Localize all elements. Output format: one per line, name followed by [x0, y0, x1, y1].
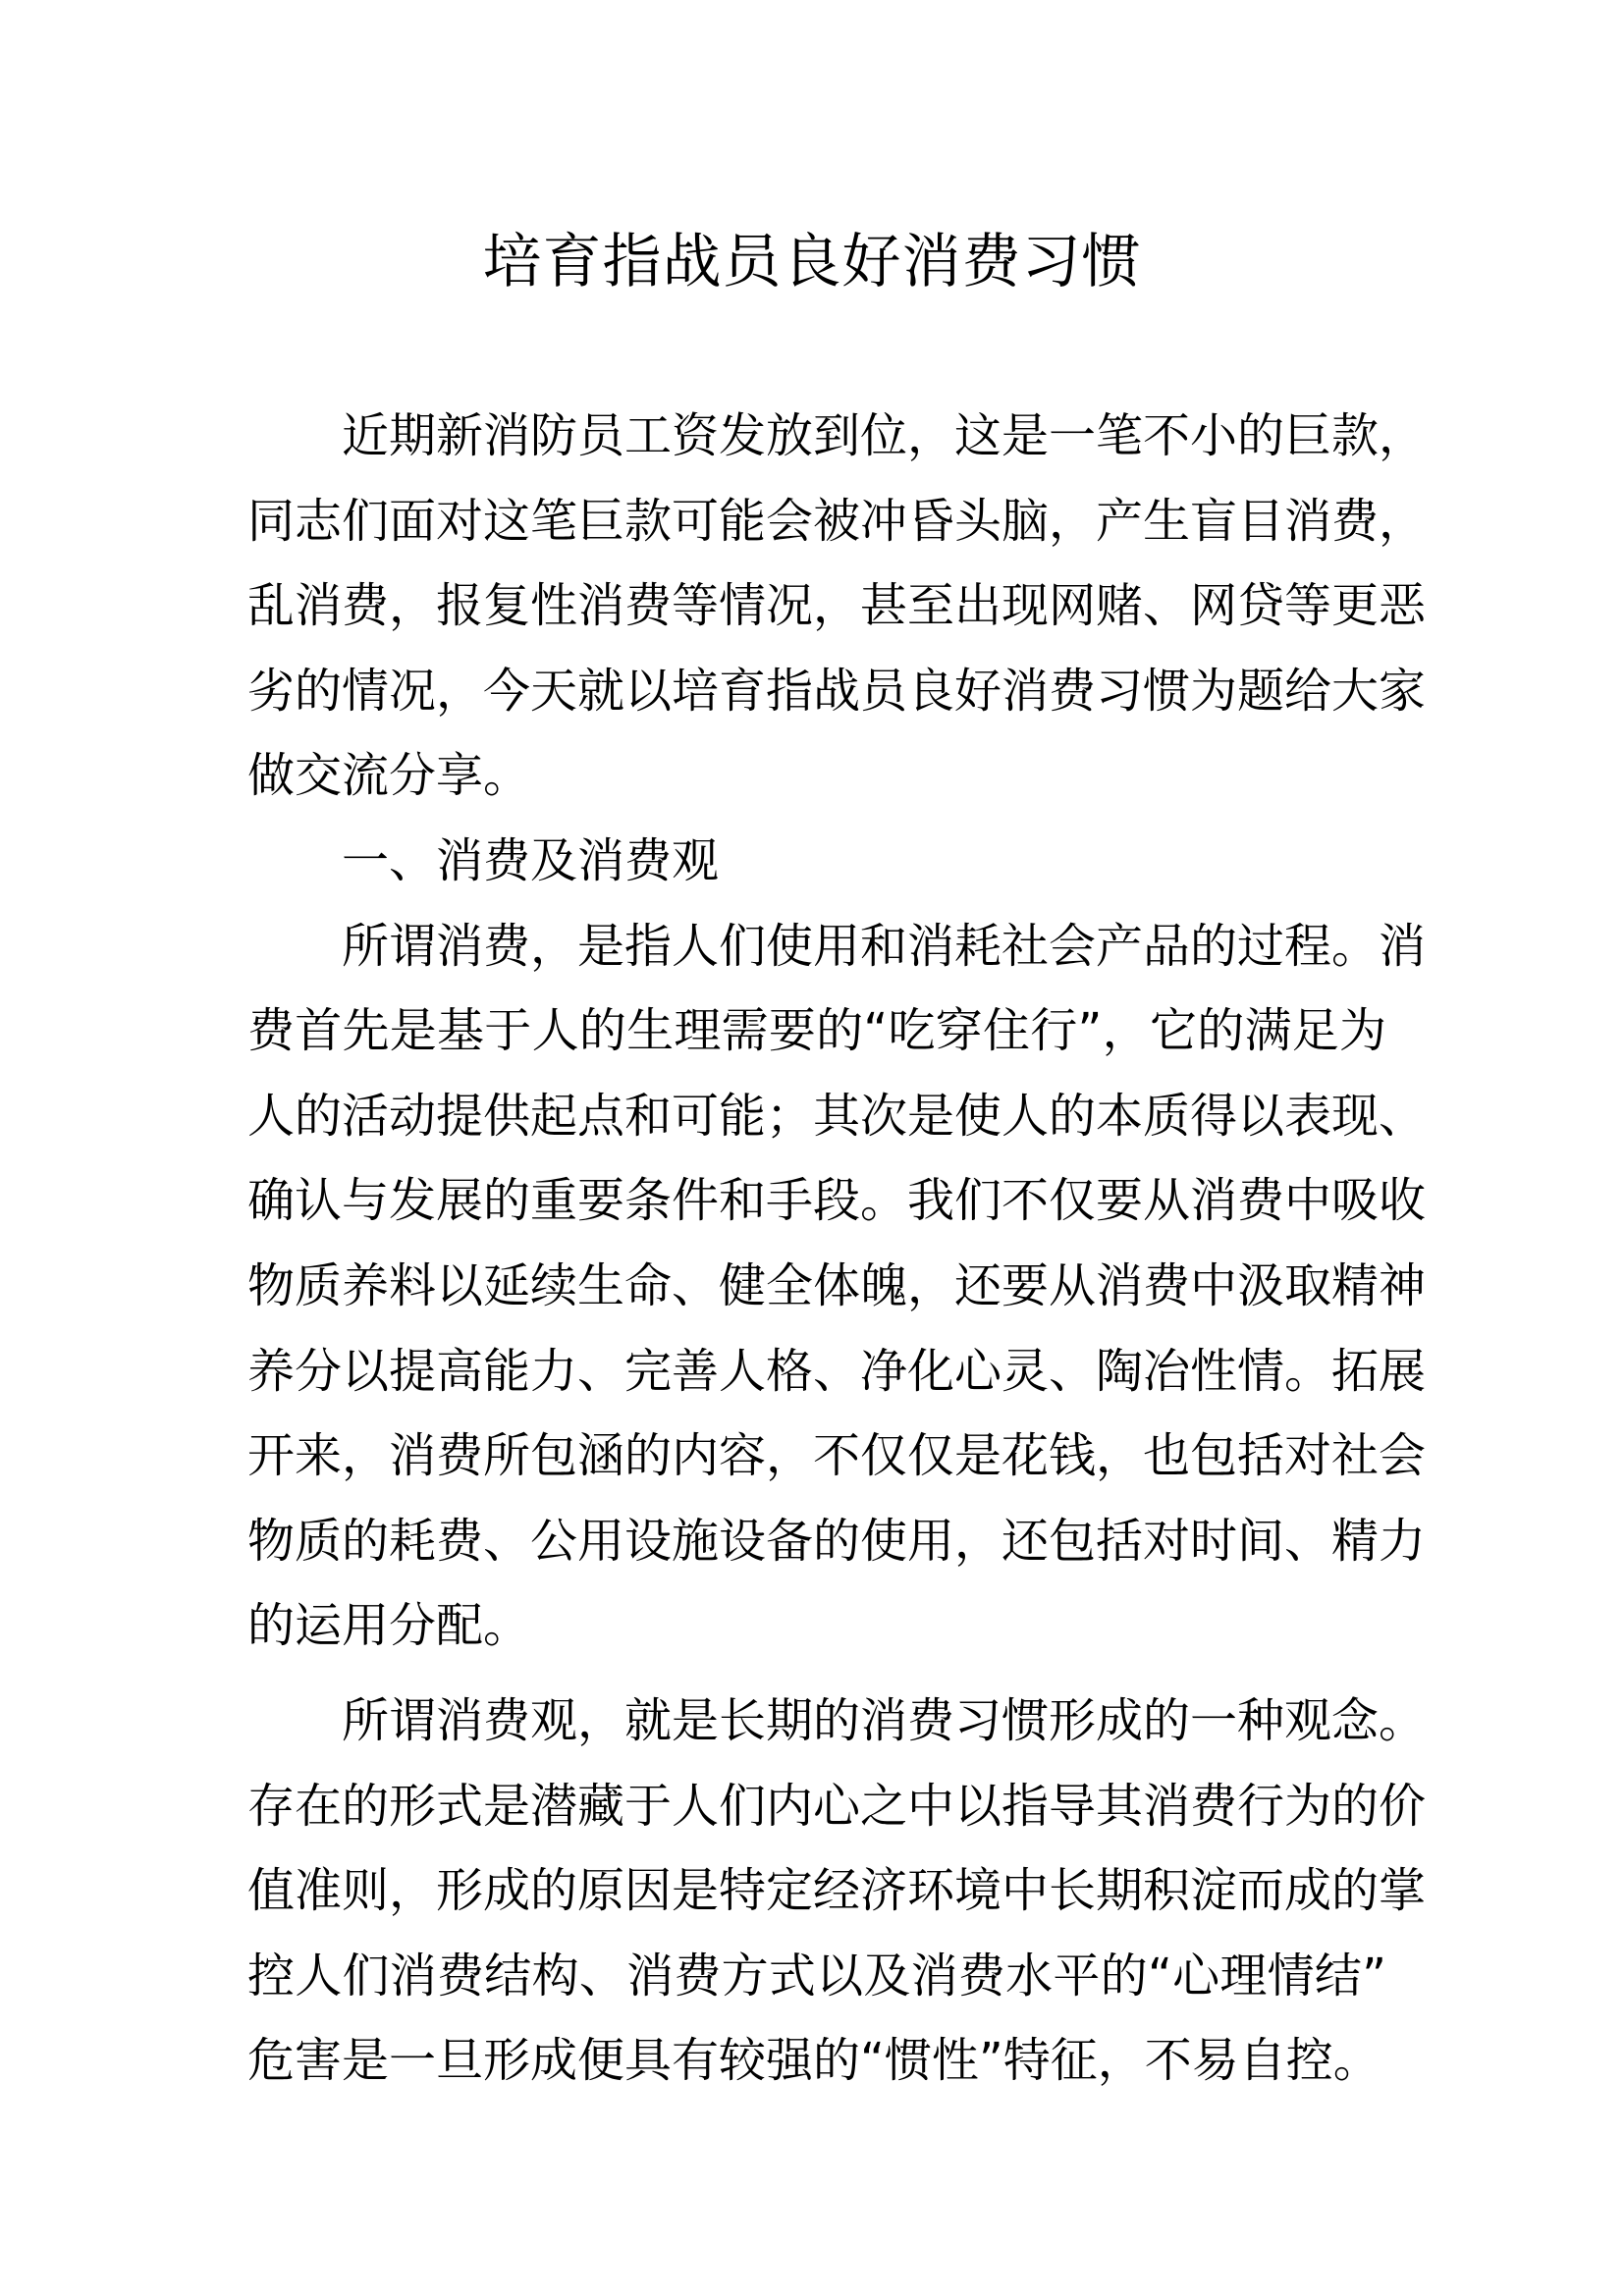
text-line: 养分以提高能力、完善人格、净化心灵、陶冶性情。拓展: [247, 1343, 1427, 1399]
text-line: 危害是一旦形成便具有较强的“惯性”特征，不易自控。: [247, 2033, 1380, 2089]
text-line: 存在的形式是潜藏于人们内心之中以指导其消费行为的价: [247, 1778, 1427, 1834]
text-line: 的运用分配。: [247, 1598, 531, 1654]
text-line: 费首先是基于人的生理需要的“吃穿住行”，它的满足为: [247, 1003, 1386, 1059]
text-line: 所谓消费观，就是长期的消费习惯形成的一种观念。: [342, 1692, 1427, 1748]
text-line: 控人们消费结构、消费方式以及消费水平的“心理情结”: [247, 1948, 1386, 2003]
text-line: 劣的情况，今天就以培育指战员良好消费习惯为题给大家: [247, 663, 1427, 719]
paragraph: [247, 904, 1427, 1669]
text-line: 乱消费，报复性消费等情况，甚至出现网赌、网贷等更恶: [247, 578, 1427, 634]
text-line: 同志们面对这笔巨款可能会被冲昏头脑，产生盲目消费，: [247, 493, 1427, 549]
document-body: [247, 394, 1427, 2104]
text-line: 物质养料以延续生命、健全体魄，还要从消费中汲取精神: [247, 1257, 1427, 1313]
text-line: 做交流分享。: [247, 748, 531, 804]
text-line: 所谓消费，是指人们使用和消耗社会产品的过程。消: [342, 918, 1427, 974]
text-line: 一、消费及消费观: [342, 832, 720, 888]
document-title: 培育指战员良好消费习惯: [482, 228, 1142, 296]
section-heading: [247, 819, 1386, 904]
text-line: 物质的耗费、公用设施设备的使用，还包括对时间、精力: [247, 1513, 1427, 1569]
text-line: 值准则，形成的原因是特定经济环境中长期积淀而成的掌: [247, 1863, 1427, 1919]
paragraph: [247, 1679, 1427, 2104]
text-line: 近期新消防员工资发放到位，这是一笔不小的巨款，: [342, 408, 1427, 463]
text-line: 确认与发展的重要条件和手段。我们不仅要从消费中吸收: [247, 1173, 1427, 1229]
paragraph: [247, 394, 1427, 819]
text-line: 人的活动提供起点和可能；其次是使人的本质得以表现、: [247, 1088, 1427, 1144]
text-line: 开来，消费所包涵的内容，不仅仅是花钱，也包括对社会: [247, 1428, 1427, 1484]
